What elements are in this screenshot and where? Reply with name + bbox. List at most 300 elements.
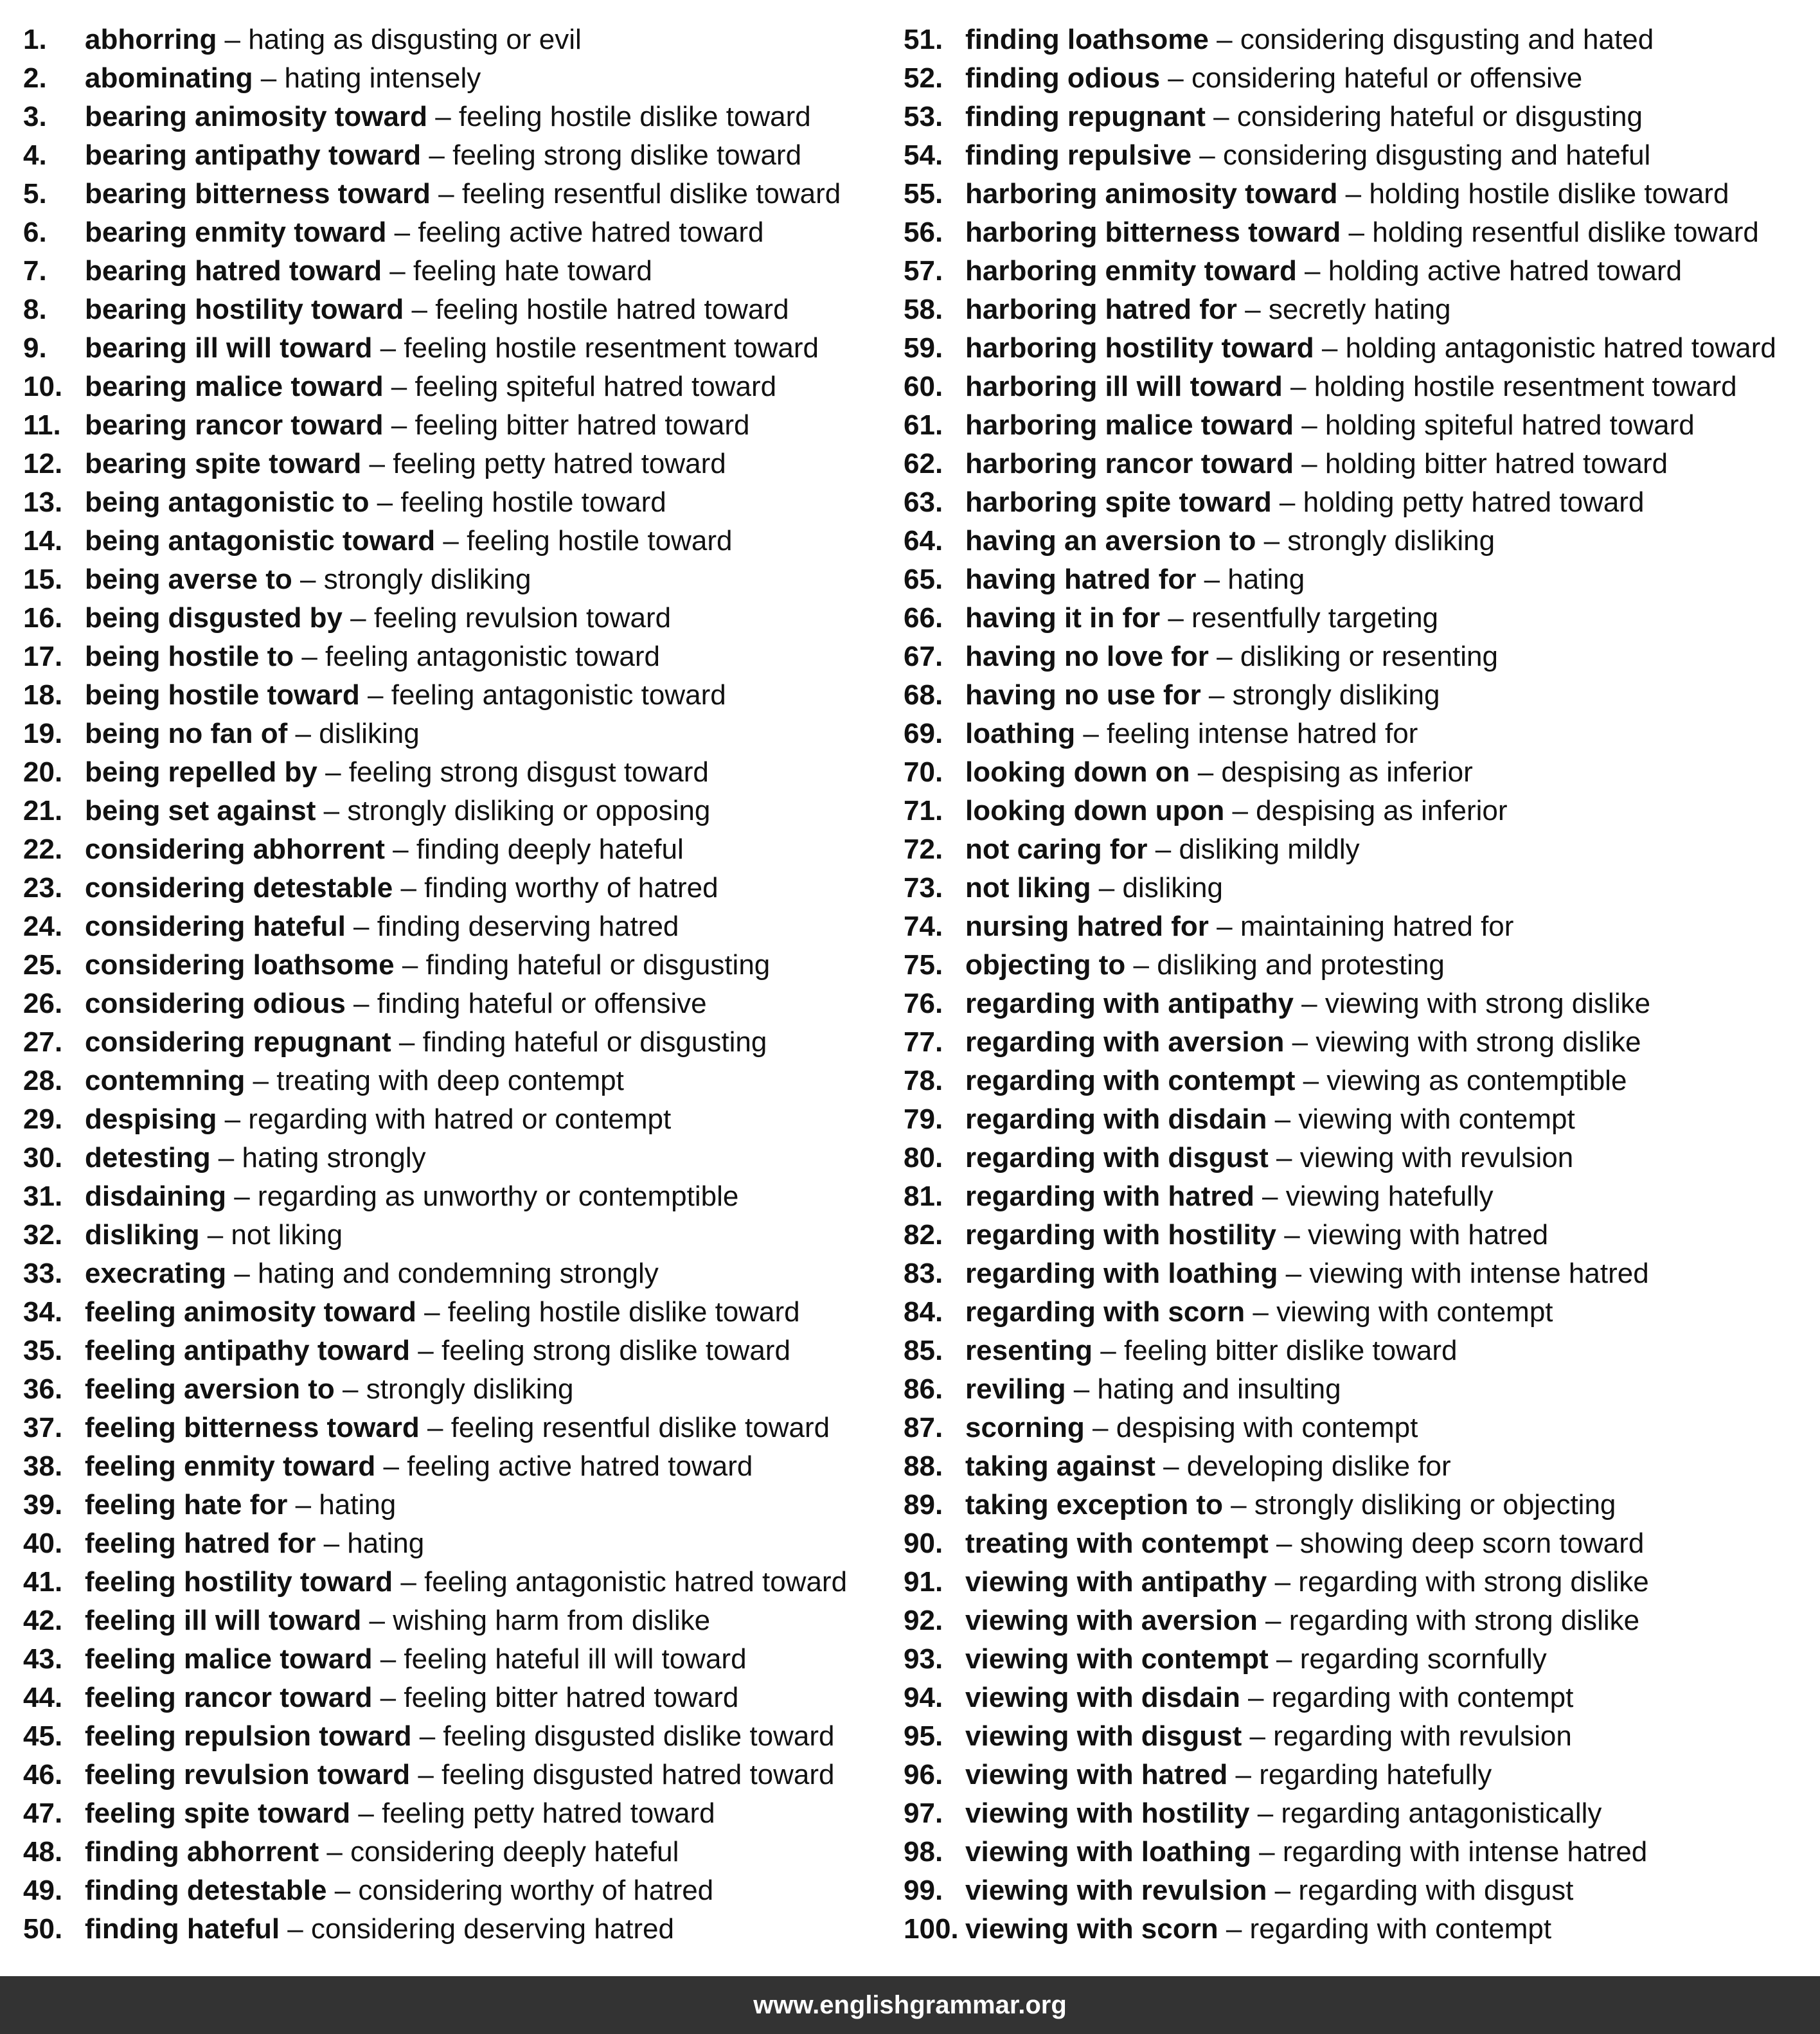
list-item bbox=[904, 560, 1810, 599]
item-dash: – bbox=[361, 1605, 393, 1636]
item-term: detesting bbox=[85, 1142, 211, 1173]
list-item bbox=[904, 1679, 1810, 1717]
item-term: being antagonistic toward bbox=[85, 525, 436, 557]
list-item bbox=[23, 792, 884, 830]
item-text bbox=[85, 1177, 738, 1216]
item-text bbox=[965, 1100, 1575, 1139]
item-text bbox=[85, 1254, 659, 1293]
list-item bbox=[23, 1062, 884, 1100]
item-definition: showing deep scorn toward bbox=[1299, 1528, 1645, 1559]
item-definition: regarding as unworthy or contemptible bbox=[257, 1181, 739, 1212]
item-definition: disliking bbox=[319, 718, 420, 749]
item-definition: feeling hateful ill will toward bbox=[404, 1643, 747, 1675]
item-dash: – bbox=[416, 1296, 448, 1328]
item-text bbox=[85, 483, 666, 522]
item-term: feeling rancor toward bbox=[85, 1682, 373, 1713]
item-dash: – bbox=[334, 1373, 366, 1405]
list-item bbox=[904, 1100, 1810, 1139]
item-text bbox=[965, 1679, 1573, 1717]
item-term: harboring hostility toward bbox=[965, 332, 1314, 364]
item-dash: – bbox=[1208, 641, 1240, 672]
list-item bbox=[23, 1100, 884, 1139]
item-term: feeling spite toward bbox=[85, 1798, 351, 1829]
item-number: 3. bbox=[23, 101, 47, 132]
item-number: 23. bbox=[23, 872, 63, 904]
item-dash: – bbox=[383, 371, 415, 402]
item-term: looking down on bbox=[965, 756, 1190, 788]
item-term: bearing animosity toward bbox=[85, 101, 427, 132]
item-number: 8. bbox=[23, 294, 47, 325]
item-number: 40. bbox=[23, 1528, 63, 1559]
item-number: 89. bbox=[904, 1489, 943, 1521]
item-definition: feeling active hatred toward bbox=[407, 1450, 753, 1482]
item-text bbox=[85, 445, 726, 483]
item-term: considering loathsome bbox=[85, 949, 395, 981]
item-definition: wishing harm from dislike bbox=[393, 1605, 711, 1636]
list-item bbox=[23, 1486, 884, 1524]
list-item bbox=[23, 1139, 884, 1177]
word-list-column-right bbox=[904, 21, 1810, 1949]
item-definition: feeling hostile toward bbox=[467, 525, 733, 557]
item-definition: feeling antagonistic toward bbox=[391, 679, 726, 711]
item-definition: viewing hatefully bbox=[1285, 1181, 1494, 1212]
item-number: 59. bbox=[904, 332, 943, 364]
item-definition: viewing with contempt bbox=[1298, 1103, 1575, 1135]
item-text bbox=[965, 676, 1440, 715]
item-definition: resentfully targeting bbox=[1191, 602, 1439, 634]
item-definition: regarding with strong dislike bbox=[1289, 1605, 1640, 1636]
item-number: 9. bbox=[23, 332, 47, 364]
list-item bbox=[23, 21, 884, 59]
list-item bbox=[23, 830, 884, 869]
item-term: not caring for bbox=[965, 834, 1148, 865]
list-item bbox=[904, 98, 1810, 136]
item-definition: regarding antagonistically bbox=[1281, 1798, 1602, 1829]
item-text bbox=[965, 1910, 1551, 1949]
item-definition: hating intensely bbox=[284, 62, 481, 94]
item-definition: holding hostile resentment toward bbox=[1314, 371, 1737, 402]
item-number: 45. bbox=[23, 1720, 63, 1752]
item-number: 32. bbox=[23, 1219, 63, 1251]
footer-url: www.englishgrammar.org bbox=[753, 1991, 1067, 2019]
item-term: regarding with contempt bbox=[965, 1065, 1296, 1096]
list-item bbox=[23, 1409, 884, 1447]
item-dash: – bbox=[372, 332, 404, 364]
item-number: 76. bbox=[904, 988, 943, 1019]
item-definition: considering deeply hateful bbox=[350, 1836, 679, 1868]
item-dash: – bbox=[1242, 1720, 1274, 1752]
item-definition: holding bitter hatred toward bbox=[1325, 448, 1668, 479]
list-item bbox=[23, 1524, 884, 1563]
item-number: 6. bbox=[23, 217, 47, 248]
list-item bbox=[904, 1216, 1810, 1254]
item-text bbox=[965, 1370, 1341, 1409]
item-definition: secretly hating bbox=[1268, 294, 1451, 325]
item-number: 94. bbox=[904, 1682, 943, 1713]
item-text bbox=[85, 1216, 343, 1254]
list-item bbox=[23, 599, 884, 638]
item-term: viewing with hatred bbox=[965, 1759, 1228, 1790]
item-dash: – bbox=[319, 1836, 351, 1868]
item-text bbox=[85, 1293, 800, 1332]
list-item bbox=[904, 1254, 1810, 1293]
list-item bbox=[904, 522, 1810, 560]
item-term: harboring rancor toward bbox=[965, 448, 1294, 479]
item-term: finding detestable bbox=[85, 1875, 327, 1906]
item-term: feeling ill will toward bbox=[85, 1605, 362, 1636]
item-text bbox=[85, 638, 660, 676]
item-text bbox=[85, 1370, 574, 1409]
item-text bbox=[965, 560, 1305, 599]
item-term: considering repugnant bbox=[85, 1026, 391, 1058]
item-term: being no fan of bbox=[85, 718, 288, 749]
item-text bbox=[85, 1062, 624, 1100]
item-number: 21. bbox=[23, 795, 63, 826]
item-definition: regarding scornfully bbox=[1299, 1643, 1547, 1675]
item-definition: treating with deep contempt bbox=[276, 1065, 624, 1096]
list-item bbox=[23, 1871, 884, 1910]
item-number: 58. bbox=[904, 294, 943, 325]
item-number: 39. bbox=[23, 1489, 63, 1521]
item-number: 66. bbox=[904, 602, 943, 634]
item-definition: feeling bitter hatred toward bbox=[404, 1682, 739, 1713]
item-number: 70. bbox=[904, 756, 943, 788]
list-item bbox=[23, 676, 884, 715]
item-dash: – bbox=[1257, 1605, 1289, 1636]
item-dash: – bbox=[217, 1103, 249, 1135]
item-term: resenting bbox=[965, 1335, 1093, 1366]
item-number: 96. bbox=[904, 1759, 943, 1790]
list-item bbox=[904, 1524, 1810, 1563]
item-number: 29. bbox=[23, 1103, 63, 1135]
item-term: bearing enmity toward bbox=[85, 217, 387, 248]
list-item bbox=[904, 869, 1810, 907]
item-definition: feeling active hatred toward bbox=[418, 217, 764, 248]
item-dash: – bbox=[1240, 1682, 1272, 1713]
item-number: 86. bbox=[904, 1373, 943, 1405]
item-text bbox=[85, 1756, 835, 1794]
item-definition: viewing with revulsion bbox=[1299, 1142, 1574, 1173]
item-definition: feeling bitter hatred toward bbox=[415, 409, 750, 441]
item-definition: finding deeply hateful bbox=[416, 834, 684, 865]
item-term: feeling hatred for bbox=[85, 1528, 316, 1559]
item-dash: – bbox=[386, 217, 418, 248]
item-number: 25. bbox=[23, 949, 63, 981]
item-number: 41. bbox=[23, 1566, 63, 1598]
list-item bbox=[904, 1293, 1810, 1332]
item-number: 34. bbox=[23, 1296, 63, 1328]
list-item bbox=[904, 1910, 1810, 1949]
list-item bbox=[23, 1601, 884, 1640]
item-term: viewing with contempt bbox=[965, 1643, 1269, 1675]
list-item bbox=[23, 907, 884, 946]
item-text bbox=[965, 792, 1508, 830]
item-dash: – bbox=[1066, 1373, 1098, 1405]
item-text bbox=[965, 1216, 1548, 1254]
item-dash: – bbox=[393, 1566, 425, 1598]
item-definition: finding hateful or offensive bbox=[377, 988, 707, 1019]
item-dash: – bbox=[1125, 949, 1157, 981]
list-item bbox=[23, 213, 884, 252]
item-number: 53. bbox=[904, 101, 943, 132]
item-term: considering detestable bbox=[85, 872, 393, 904]
item-text bbox=[85, 252, 652, 290]
item-text bbox=[965, 252, 1682, 290]
item-text bbox=[85, 1871, 713, 1910]
item-term: scorning bbox=[965, 1412, 1085, 1443]
item-number: 69. bbox=[904, 718, 943, 749]
item-dash: – bbox=[1249, 1798, 1281, 1829]
item-dash: – bbox=[210, 1142, 242, 1173]
item-text bbox=[85, 985, 707, 1023]
item-definition: holding hostile dislike toward bbox=[1369, 178, 1729, 210]
item-definition: feeling disgusted dislike toward bbox=[443, 1720, 835, 1752]
item-dash: – bbox=[1147, 834, 1179, 865]
item-dash: – bbox=[1084, 1412, 1116, 1443]
item-dash: – bbox=[411, 1720, 443, 1752]
item-number: 81. bbox=[904, 1181, 943, 1212]
item-definition: feeling revulsion toward bbox=[373, 602, 672, 634]
list-item bbox=[23, 1563, 884, 1601]
item-definition: feeling hostile resentment toward bbox=[404, 332, 819, 364]
item-number: 18. bbox=[23, 679, 63, 711]
item-term: harboring spite toward bbox=[965, 486, 1272, 518]
site-footer bbox=[0, 1976, 1820, 2034]
item-text bbox=[85, 869, 718, 907]
item-dash: – bbox=[294, 641, 326, 672]
item-dash: – bbox=[1160, 602, 1192, 634]
item-term: viewing with loathing bbox=[965, 1836, 1251, 1868]
item-dash: – bbox=[361, 448, 393, 479]
item-definition: disliking mildly bbox=[1179, 834, 1360, 865]
item-text bbox=[85, 1100, 671, 1139]
item-number: 79. bbox=[904, 1103, 943, 1135]
item-text bbox=[965, 98, 1643, 136]
item-term: considering hateful bbox=[85, 911, 346, 942]
item-term: feeling enmity toward bbox=[85, 1450, 376, 1482]
item-text bbox=[85, 946, 770, 985]
item-text bbox=[965, 1254, 1649, 1293]
item-dash: – bbox=[253, 62, 285, 94]
item-dash: – bbox=[1155, 1450, 1187, 1482]
item-number: 24. bbox=[23, 911, 63, 942]
item-definition: feeling strong disgust toward bbox=[348, 756, 709, 788]
list-item bbox=[23, 98, 884, 136]
item-text bbox=[85, 1447, 753, 1486]
item-dash: – bbox=[1293, 448, 1325, 479]
item-term: being antagonistic to bbox=[85, 486, 370, 518]
item-term: despising bbox=[85, 1103, 217, 1135]
item-number: 38. bbox=[23, 1450, 63, 1482]
item-term: looking down upon bbox=[965, 795, 1225, 826]
item-dash: – bbox=[1208, 911, 1240, 942]
item-number: 65. bbox=[904, 564, 943, 595]
item-text bbox=[965, 1332, 1457, 1370]
list-item bbox=[904, 1756, 1810, 1794]
list-item bbox=[904, 1563, 1810, 1601]
item-definition: feeling petty hatred toward bbox=[382, 1798, 715, 1829]
item-term: feeling animosity toward bbox=[85, 1296, 416, 1328]
item-dash: – bbox=[1218, 1913, 1250, 1945]
item-text bbox=[965, 1563, 1649, 1601]
item-definition: feeling antagonistic toward bbox=[325, 641, 661, 672]
list-item bbox=[23, 1023, 884, 1062]
item-number: 64. bbox=[904, 525, 943, 557]
list-item bbox=[23, 715, 884, 753]
list-item bbox=[23, 290, 884, 329]
item-number: 80. bbox=[904, 1142, 943, 1173]
item-text bbox=[965, 1833, 1647, 1871]
item-definition: disliking and protesting bbox=[1157, 949, 1445, 981]
item-text bbox=[965, 1293, 1553, 1332]
item-text bbox=[965, 599, 1438, 638]
item-text bbox=[965, 946, 1445, 985]
item-definition: finding worthy of hatred bbox=[424, 872, 718, 904]
item-dash: – bbox=[316, 795, 348, 826]
item-dash: – bbox=[1271, 486, 1303, 518]
item-definition: not liking bbox=[231, 1219, 343, 1251]
item-definition: strongly disliking bbox=[1287, 525, 1495, 557]
list-item bbox=[904, 830, 1810, 869]
item-term: finding odious bbox=[965, 62, 1161, 94]
list-item bbox=[23, 329, 884, 368]
list-item bbox=[23, 175, 884, 213]
item-term: having no use for bbox=[965, 679, 1201, 711]
item-dash: – bbox=[382, 255, 413, 287]
list-item bbox=[23, 445, 884, 483]
item-dash: – bbox=[369, 486, 401, 518]
list-item bbox=[904, 136, 1810, 175]
list-item bbox=[23, 368, 884, 406]
item-definition: holding active hatred toward bbox=[1328, 255, 1682, 287]
list-item bbox=[23, 1833, 884, 1871]
item-text bbox=[85, 1023, 767, 1062]
item-dash: – bbox=[345, 988, 377, 1019]
list-item bbox=[904, 1332, 1810, 1370]
list-item bbox=[904, 753, 1810, 792]
item-term: viewing with disgust bbox=[965, 1720, 1242, 1752]
item-term: harboring enmity toward bbox=[965, 255, 1297, 287]
item-text bbox=[85, 522, 732, 560]
list-item bbox=[23, 1177, 884, 1216]
item-text bbox=[965, 1023, 1641, 1062]
item-term: having no love for bbox=[965, 641, 1209, 672]
item-dash: – bbox=[317, 756, 349, 788]
item-term: bearing rancor toward bbox=[85, 409, 384, 441]
item-definition: disliking or resenting bbox=[1240, 641, 1498, 672]
list-item bbox=[904, 792, 1810, 830]
item-definition: regarding with hatred or contempt bbox=[248, 1103, 672, 1135]
item-number: 100. bbox=[904, 1913, 959, 1945]
item-term: feeling malice toward bbox=[85, 1643, 373, 1675]
item-definition: disliking bbox=[1122, 872, 1223, 904]
item-number: 46. bbox=[23, 1759, 63, 1790]
item-term: regarding with hatred bbox=[965, 1181, 1254, 1212]
item-term: viewing with disdain bbox=[965, 1682, 1240, 1713]
item-term: regarding with hostility bbox=[965, 1219, 1277, 1251]
item-number: 60. bbox=[904, 371, 943, 402]
item-number: 98. bbox=[904, 1836, 943, 1868]
item-dash: – bbox=[372, 1682, 404, 1713]
item-text bbox=[85, 1717, 834, 1756]
item-term: bearing hatred toward bbox=[85, 255, 382, 287]
item-text bbox=[85, 560, 531, 599]
item-definition: regarding with revulsion bbox=[1273, 1720, 1572, 1752]
list-item bbox=[904, 907, 1810, 946]
item-definition: regarding with intense hatred bbox=[1282, 1836, 1648, 1868]
item-definition: viewing as contemptible bbox=[1326, 1065, 1627, 1096]
item-term: nursing hatred for bbox=[965, 911, 1209, 942]
item-definition: regarding with disgust bbox=[1298, 1875, 1574, 1906]
list-item bbox=[23, 1679, 884, 1717]
item-definition: hating bbox=[1227, 564, 1305, 595]
item-term: feeling repulsion toward bbox=[85, 1720, 412, 1752]
item-text bbox=[85, 406, 749, 445]
item-text bbox=[85, 98, 811, 136]
list-item bbox=[904, 676, 1810, 715]
item-number: 95. bbox=[904, 1720, 943, 1752]
item-dash: – bbox=[1196, 564, 1228, 595]
list-item bbox=[23, 1254, 884, 1293]
item-number: 10. bbox=[23, 371, 63, 402]
item-text bbox=[85, 830, 684, 869]
item-term: taking exception to bbox=[965, 1489, 1223, 1521]
list-item bbox=[23, 1216, 884, 1254]
item-text bbox=[965, 522, 1495, 560]
item-dash: – bbox=[1224, 795, 1256, 826]
item-number: 93. bbox=[904, 1643, 943, 1675]
item-term: being averse to bbox=[85, 564, 292, 595]
item-definition: feeling strong dislike toward bbox=[441, 1335, 790, 1366]
item-text bbox=[85, 599, 671, 638]
list-item bbox=[23, 1717, 884, 1756]
item-dash: – bbox=[419, 1412, 451, 1443]
item-dash: – bbox=[372, 1643, 404, 1675]
item-definition: hating bbox=[319, 1489, 397, 1521]
item-number: 51. bbox=[904, 24, 943, 55]
item-dash: – bbox=[1191, 139, 1223, 171]
item-text bbox=[85, 907, 679, 946]
item-dash: – bbox=[1254, 1181, 1286, 1212]
item-dash: – bbox=[1268, 1643, 1300, 1675]
item-term: taking against bbox=[965, 1450, 1155, 1482]
item-dash: – bbox=[1337, 178, 1369, 210]
item-dash: – bbox=[1278, 1258, 1310, 1289]
item-number: 33. bbox=[23, 1258, 63, 1289]
word-list bbox=[0, 21, 1820, 1949]
item-definition: feeling disgusted hatred toward bbox=[442, 1759, 835, 1790]
item-text bbox=[965, 1871, 1573, 1910]
item-definition: hating strongly bbox=[242, 1142, 426, 1173]
item-dash: – bbox=[1200, 679, 1233, 711]
item-definition: regarding hatefully bbox=[1259, 1759, 1492, 1790]
item-number: 16. bbox=[23, 602, 63, 634]
item-term: bearing antipathy toward bbox=[85, 139, 422, 171]
list-item bbox=[904, 1486, 1810, 1524]
item-dash: – bbox=[1268, 1528, 1300, 1559]
list-item bbox=[23, 946, 884, 985]
item-term: bearing ill will toward bbox=[85, 332, 373, 364]
item-definition: finding deserving hatred bbox=[377, 911, 679, 942]
item-text bbox=[965, 368, 1737, 406]
item-term: viewing with hostility bbox=[965, 1798, 1250, 1829]
item-term: feeling hate for bbox=[85, 1489, 288, 1521]
list-item bbox=[904, 1601, 1810, 1640]
item-dash: – bbox=[1267, 1875, 1299, 1906]
list-item bbox=[904, 1370, 1810, 1409]
item-term: loathing bbox=[965, 718, 1076, 749]
list-item bbox=[23, 252, 884, 290]
